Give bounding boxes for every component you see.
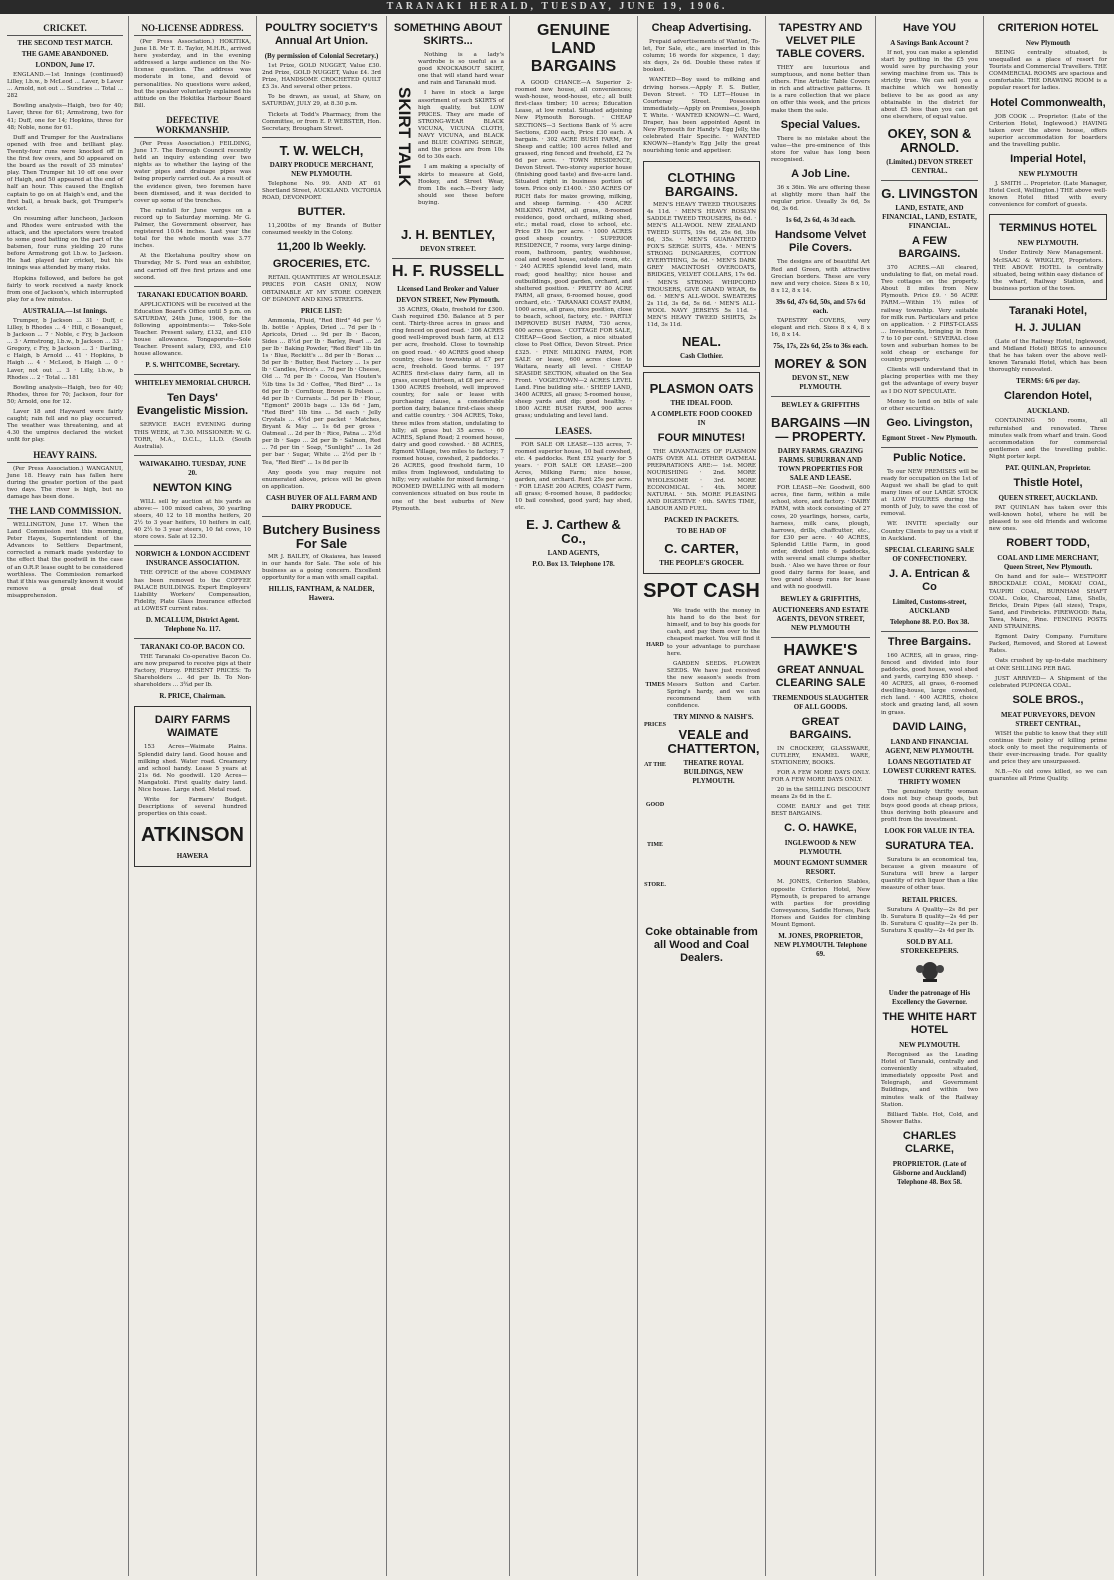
cheap-advertising-items: WANTED—Boy used to milking and driving horses.—Apply F. S. Butler, Devon Street. · TO LET—House in Courtenay Street. Possession immediately.—Apply on Premises, Joseph T. White. · WANTED KNOWN—C. Ward, Draper, has been appointed Agent in New Plymouth for Handy's Egg Jelly, the celebrated Hair Specific. · WANTED KNOWN—Handy's Egg Jelly the great nourishing tonic and appetiser. <box>643 77 760 155</box>
sidebar-word: STORE. <box>644 882 666 889</box>
clothing-heading: CLOTHING BARGAINS. <box>665 169 738 199</box>
heavy-rains-heading: HEAVY RAINS. <box>7 450 123 463</box>
hawke-bargains: GREAT BARGAINS. <box>789 715 852 741</box>
dairy-farms-heading: DAIRY FARMS WAIMATE <box>154 714 231 740</box>
bewley-heading-2: BEWLEY & GRIFFITHS, <box>780 594 861 603</box>
cricket-byline: LONDON, June 17. <box>35 61 95 69</box>
russell-listings: 35 ACRES, Okato, freehold for £300. Cash required £50. Balance at 5 per cent. Thirty-three acres in grass and ring fenced on good road. · 306 ACRES good well-improved bush farm, at £12 per acre, freehold. Close to township on good road. · 40 ACRES good sheep country, close to township at £7 per acre, freehold. Good terms. · 197 ACRES first-class dairy farm, all in grass, except thirteen, at £8 per acre. · 1300 ACRES freehold, well improved country, for sale or lease with purchasing clause, a considerable portion dairy, balance first-class sheep and cattle country. · 304 ACRES, Toko, three miles from station, undulating to hilly; all grass but 35 acres. · 60 ACRES, Spland Road; 2 roomed house, dairy and good cowshed. · 88 ACRES, Egmont Village, two miles to factory; 7 roomed house, cowshed, 2 paddocks. · 26 ACRES, good freehold farm, 10 miles from Inglewood, undulating to hilly; very suitable for mixed farming. · ROOMED DWELLING with all modern conveniences situated on bus route in one of the best suburbs of New Plymouth. <box>392 307 504 512</box>
criterion-heading: CRITERION HOTEL <box>997 22 1099 34</box>
insurance-sign: D. MCALLUM, District Agent. Telephone No. 117. <box>145 615 240 633</box>
julian-heading: H. J. JULIAN <box>1014 321 1081 334</box>
art-union-prizes: 1st Prize, GOLD NUGGET, Value £30. 2nd Prize, GOLD NUGGET, Value £4. 3rd Prize, HANDSOME CROCHETED QUILT £3 3s. And several other prizes. <box>262 63 381 91</box>
divider <box>771 637 870 638</box>
masthead: TARANAKI HERALD, TUESDAY, JUNE 19, 1906. <box>0 0 1114 14</box>
property-text: FOR LEASE—Nr. Goodwill, 600 acres, fine farm, within a mile school, store, and factory. · DAIRY FARM, with stock consisting of 27 cows, 20 yearlings, horses, carts, harness, milk cans, plough, harrows, drills, chaffcutter, etc., for £30 per acre. · 40 ACRES, Splendid Little Farm, in good order, divided into 6 paddocks, with several small clumps shelter bush. · Also we have three or four good dairy farms for lease, and two grand sheep runs for lease and with no goodwill. <box>771 485 870 591</box>
divider <box>881 447 978 448</box>
criterion-location: New Plymouth <box>1025 39 1071 47</box>
cricket-heading: CRICKET. <box>7 23 123 36</box>
hawke-heading: HAWKE'S <box>783 641 858 659</box>
okey-heading: OKEY, SON & ARNOLD. <box>887 125 972 155</box>
job-line-heading: A Job Line. <box>791 168 850 181</box>
taranaki-hotel-heading: Taranaki Hotel, <box>1008 304 1088 317</box>
column-9 <box>984 16 1112 1576</box>
laing-sub: LAND AND FINANCIAL AGENT, NEW PLYMOUTH. <box>885 737 974 755</box>
imperial-heading: Imperial Hotel, <box>1010 153 1086 166</box>
livingston-heading: G. LIVINGSTON <box>881 185 978 201</box>
spot-cash-naish: TRY MINNO & NAISH'S. <box>673 713 754 722</box>
butchery-heading: Butchery Business For Sale <box>262 521 381 551</box>
plasmon-text: A COMPLETE FOOD COOKED IN <box>650 410 753 428</box>
look-for-value: LOOK FOR VALUE IN TEA. <box>884 827 975 836</box>
divider <box>771 396 870 397</box>
thistle-text: PAT QUINLAN has taken over this well-known hotel, where he will be pleased to see old friends and welcome new ones. <box>989 505 1107 533</box>
tapestry-price: 75s, 17s, 22s 6d, 25s to 36s each. <box>773 342 868 351</box>
neal-heading: NEAL. <box>682 334 721 350</box>
bewley-sub-2: AUCTIONEERS AND ESTATE AGENTS, DEVON STREET, NEW PLYMOUTH <box>772 605 869 632</box>
sidebar-word: GOOD <box>645 802 665 809</box>
few-bargains-clients: Clients will understand that in placing properties with me they get the advantage of every buyer as I DO NOT SPECULATE. <box>881 367 978 395</box>
white-hart-sub: NEW PLYMOUTH. <box>899 1041 960 1049</box>
australia-scores: Trumper, b Jackson ... 31 · Duff, c Lilley, b Rhodes ... 4 · Hill, c Bosanquet, b Jackson ... 7 · Noble, c Fry, b Jackson ... 3 · Armstrong, l.b.w., b Jackson ... 33 · Gregory, c Fry, b Jackson ... 3 · Darling, c Haigh, b Arnold ... 41 · Hopkins, b Haigh ... 4 · McLeod, b Haigh ... 0 · Laver, not out ... 3 · Lilly, l.b.w., b Rhodes ... 2 · Total ... 181 <box>7 317 123 381</box>
plasmon-sub: THE IDEAL FOOD. <box>670 399 733 408</box>
bentley-heading: J. H. BENTLEY, <box>401 227 495 242</box>
rainfall-text: The rainfall for June verges on a record up to Saturday morning. Mr G. Palmer, the Government observer, has registered 10.04 inches. Last year the total for the whole month was 3.77 inches. <box>134 207 251 250</box>
cheap-advertising-text: Prepaid advertisements of Wanted, To-let, For Sale, etc., are inserted in this column; 16 words for sixpence, 1 day; six days, 2s 6d. Double these rates if booked. <box>643 39 760 74</box>
job-line-price: 1s 6d, 2s 6d, 4s 3d each. <box>785 216 856 225</box>
divider <box>134 286 251 287</box>
groceries-text: RETAIL QUANTITIES AT WHOLESALE PRICES FOR CASH ONLY, NOW OBTAINABLE AT MY STORE CORNER OF EGMONT AND KING STREETS. <box>262 275 381 303</box>
spot-cash-text: We trade with the money in his hand to do the best for himself, and to buy his goods for cash, and pay them over to the cheapest market. You will find it to your advantage to purchase here. <box>667 608 760 657</box>
column-5 <box>510 16 638 1576</box>
sole-nb: N.B.—No old cows killed, so we can guarantee all Prime Quality. <box>989 769 1107 783</box>
entrican-sub: Limited, Customs-street, AUCKLAND <box>892 597 967 615</box>
defective-heading: DEFECTIVE WORKMANSHIP. <box>134 115 251 138</box>
patronage-text: Under the patronage of His Excellency the Governor. <box>888 989 971 1006</box>
plasmon-four-minutes: FOUR MINUTES! <box>657 432 746 445</box>
clarendon-text: CONTAINING 50 rooms, all refurnished and renovated. Three minutes walk from wharf and train. Good accommodation for commercial gentlemen and the travelling public. Night porter kept. <box>989 418 1107 460</box>
divider <box>262 516 381 517</box>
mount-egmont-text: M. JONES, Criterion Stables, opposite Criterion Hotel, New Plymouth, is prepared to arrange with parties for providing Conveyances, Saddle Horses, Pack Horses and Guides for climbing Mount Egmont. <box>771 879 870 928</box>
mount-egmont-sign: M. JONES, PROPRIETOR, NEW PLYMOUTH. Telephone 69. <box>774 932 867 959</box>
skirt-text-1: Nothing is a lady's wardrobe is so useful as a good KNOCKABOUT SKIRT, one that will stand hard wear and rain and Taranaki mud. <box>418 52 504 87</box>
price-list-foot: Any goods you may require not enumerated above, prices will be given on application. <box>262 469 381 490</box>
bacon-text: THE Taranaki Co-operative Bacon Co. are now prepared to receive pigs at their Factory, Fitzroy. PRESENT PRICES: To Shareholders ... 4d per lb. To Non-shareholders ... 3¾d per lb. <box>134 653 251 689</box>
todd-sub: COAL AND LIME MERCHANT, Queen Street, New Plymouth. <box>997 554 1099 572</box>
dairy-farms-foot: Write for Farmers' Budget. Descriptions of several hundred properties on this coast. <box>138 797 247 818</box>
plasmon-packed: PACKED IN PACKETS. <box>664 516 739 525</box>
neal-sub: Cash Clothier. <box>680 352 723 361</box>
livingston-sub: LAND, ESTATE, AND FINANCIAL, LAND, ESTATE, FINANCIAL. <box>882 203 977 230</box>
plasmon-had: TO BE HAD OF <box>676 527 727 536</box>
imperial-text: J. SMITH ... Proprietor. (Late Manager, Hotel Cecil, Wellington.) THE above well-known Hotel fitted with every convenience for comfort of guests. <box>989 181 1107 209</box>
thrifty-text: The genuinely thrifty woman does not buy cheap goods, but buys good goods at cheap prices, thus deriving both pleasure and profit from the investment. <box>881 788 978 823</box>
cricket-text-2: Bowling analysis—Haigh, two for 40; Laver, three for 61; Armstrong, two for 41; Duff, one for 14; Hopkins, three for 48; Noble, none for 61. <box>7 103 123 131</box>
morey-heading: MOREY & SON <box>774 356 867 372</box>
divider <box>262 137 381 138</box>
cricket-text-7: Laver 18 and Hayward were fairly caught; rain fell and no play occurred. The weather was threatening, and at 4.30 the umpires declared the wicket unfit for play. <box>7 409 123 444</box>
welch-heading: T. W. WELCH, <box>279 142 364 158</box>
hawke-great-sale: GREAT ANNUAL CLEARING SALE <box>775 663 866 689</box>
cash-buyer: CASH BUYER OF ALL FARM AND DAIRY PRODUCE. <box>265 493 378 511</box>
julian-text: (Late of the Railway Hotel, Inglewood, and Midland Hotel) BEGS to announce that he has taken over the above well-known Taranaki Hotel, which has been thoroughly renovated. <box>989 338 1107 374</box>
cricket-text-6: Bowling analysis—Haigh, two for 40; Rhodes, three for 70; Jackson, four for 50; Arnold, one for 12. <box>7 384 123 405</box>
divider <box>134 455 251 456</box>
cricket-text-3: Duff and Trumper for the Australians opened with free and brilliant play. Twenty-four runs were knocked off in the first few overs, and 50 appeared on the board as the result of 35 minutes' play. Then Trumper hit 10 off one over of Haigh, and 50 appeared at the end of half an hour. This caused the English captain to go on at Haigh's end, and the first ball, a break back, got Trumper's wicket. <box>7 134 123 212</box>
hawke-2-heading: C. O. HAWKE, <box>784 822 857 835</box>
clarendon-sub: AUCKLAND. <box>1026 407 1070 416</box>
divider <box>134 374 251 375</box>
carthew-foot: P.O. Box 13. Telephone 178. <box>532 560 615 569</box>
art-union-draw: To be drawn, as usual, at Shaw, on SATURDAY, JULY 29, at 8.30 p.m. <box>262 94 381 108</box>
insurance-text: THE OFFICE of the above COMPANY has been removed to the COFFEE PALACE BUILDINGS. Expert Employers' Liability Workers' Compensation, Fidelity, Plate Glass Insurance effected at LOWEST current rates. <box>134 570 251 612</box>
public-notice-text-2: WE INVITE specially our Country Clients to pay us a visit if in Auckland. <box>881 521 978 542</box>
carter-heading: C. CARTER, <box>664 541 739 557</box>
bacon-heading: TARANAKI CO-OP. BACON CO. <box>140 642 245 651</box>
imperial-sub: NEW PLYMOUTH <box>1018 170 1078 179</box>
velvet-heading: Handsome Velvet Pile Covers. <box>774 229 867 255</box>
poultry-text: At the Eketahuna poultry show on Thursday, Mr S. Ford was an exhibitor, and carried off five first prizes and one second. <box>134 253 251 281</box>
entrican-telephone: Telephone 88. P.O. Box 38. <box>889 617 970 626</box>
hawke-list: IN CROCKERY, GLASSWARE, CUTLERY, ENAMEL WARE, STATIONERY, BOOKS. <box>771 745 870 766</box>
sidebar-word: TIME <box>646 842 663 849</box>
few-bargains-money: Money to lend on bills of sale or other securities. <box>881 398 978 412</box>
morey-sub: DEVON ST., NEW PLYMOUTH. <box>792 374 849 392</box>
cricket-text-5: Hopkins followed, and before he got fairly to work received a nasty knock from one of Jackson's, which interrupted play for a few minutes. <box>7 275 123 303</box>
commonwealth-text: JOB COOK ... Proprietor. (Late of the Criterion Hotel, Inglewood.) HAVING taken over the above house, offers superior accommodation for boarders and the travelling public. <box>989 113 1107 148</box>
hawke-2-sub: INGLEWOOD & NEW PLYMOUTH. <box>784 839 857 857</box>
education-board-text: APPLICATIONS will be received at the Education Board's Office until 5 p.m. on SATURDAY, 24th June, 1906, for the following appointments:— Toko-Sole Teacher. Present salary, £132, and £10 house allowance. Tongaporutu—Sole Teacher. Present salary, £93, and £10 house allowance. <box>134 301 251 358</box>
bargains-property-heading: BARGAINS —IN— PROPERTY. <box>771 415 870 445</box>
bewley-heading: BEWLEY & GRIFFITHS <box>781 401 860 410</box>
job-line-text: 36 x 36in. We are offering these at slightly more than half the regular price. Usually 3s 6d, 5s 6d, 3s 6d. <box>771 185 870 213</box>
butter-heading: BUTTER. <box>297 206 346 219</box>
skirt-text-2: I have in stock a large assortment of such SKIRTS of high quality, but LOW PRICES. They are made of STRONG-WEAR BLACK VICUNA, VICUNA CLOTH, NAVY VICUNA, and BLACK and BLUE COATING SERGE, and the prices are from 10s 6d to 30s each. <box>418 90 504 161</box>
welch-sub: DAIRY PRODUCE MERCHANT, NEW PLYMOUTH. <box>269 160 374 178</box>
dairy-farms-ad <box>134 706 251 867</box>
sole-text: WISH the public to know that they still continue their policy of killing prime stock only to meet the requirements of their ever-increasing trade. For quality and price they are unsurpassed. <box>989 730 1107 766</box>
address-heading: NO-LICENSE ADDRESS. <box>134 23 251 36</box>
spot-cash-heading: SPOT CASH <box>643 580 760 603</box>
sole-heading: SOLE BROS., <box>1012 693 1084 706</box>
column-8 <box>876 16 984 1576</box>
butchery-text: MR J. BAILEY, of Okaiawa, has leased in our hands for Sale. The sole of his business as a going concern. Excellent opportunity for a man with small capital. <box>262 553 381 582</box>
russell-address: DEVON STREET, New Plymouth. <box>396 296 500 304</box>
suratura-text: Suratura is an economical tea, because a given measure of Suratura will brew a larger quantity of rich liquor than a like measure of other teas. <box>881 857 978 892</box>
russell-heading: H. F. RUSSELL <box>392 263 505 280</box>
okey-sub: (Limited.) DEVON STREET CENTRAL. <box>886 157 973 175</box>
hard-times-sidebar <box>643 608 667 922</box>
genuine-listings: A GOOD CHANCE—A Superior 2-roomed new house, all conveniences; wash-house, wood-house, etc.; all built first-class timber; 10 acres; Education Lease, at low rental. Situated adjoining New Plymouth Borough. · CHEAP SECTIONS—3 Sections Bank of ½ acre Sections, £200 each, Price £30 each. A bargain. · 302 ACRE BUSH FARM, for Sheep and cattle; 100 acres felled and grassed, ring fenced and freehold, £2 7s 6d per acre. · TOWN RESIDENCE, Devon Street. Two-storey superior house (finishing good taste) and five-acre land. Situated right in business portion of town. Price only £1400. · 350 ACRES OF RICH flats for maize growing, milking, and sheep farming. · 450 ACRE MILKING FARM, all grass, 8-roomed residence, good orchard, milking shed, etc.; metal road, close to school, etc. Price £9 10s per acre. · 1000 ACRES good sheep country. · SUPERIOR RESIDENCE, 7 rooms, very large dining-room, bathroom, pantry, washhouse, coal and wood house, outside room, etc. · 240 ACRES splendid level land, main road; good healthy; nice house and outbuildings, good garden, orchard, and sheltered position. · PRETTY 80 ACRE FARM, all grass, 6-roomed house, good orchard, etc. · TARANAKI COAST FARM, 1000 acres, all grass, nice position, close to beach, school, factory, etc. · PARTLY IMPROVED BUSH FARM, 730 acres, 600 acres grass. · COTTAGE FOR SALE, CHEAP—Good Section, a nice situated close to Post Office, Devon Street. Price £325. · FINE MILKING FARM, FOR SALE or lease, 600 acres close to Waitara, nearly all level. · CHEAP SEASIDE SECTION, situated on the Sea Front. · VOGELTOWN—2 ACRES LEVEL Land. Fine building site. · SHEEP LAND, 3400 ACRES, all grass; 5-roomed house, sheep yards and dip; good healthy. · 1800 ACRE BUSH FARM, 900 acres grass; undulating and level land. <box>515 80 632 420</box>
public-notice-heading: Public Notice. <box>893 451 966 464</box>
newton-king-title: NEWTON KING <box>152 481 233 494</box>
divider <box>392 258 504 259</box>
bentley-sub: DEVON STREET. <box>420 245 476 253</box>
three-bargains-heading: Three Bargains. <box>887 635 972 648</box>
terminus-heading: TERMINUS HOTEL <box>999 222 1097 235</box>
divider <box>881 180 978 181</box>
terminus-text: Under Entirely New Management. McISAAC & WRIGLEY, Proprietors. THE ABOVE HOTEL is centrally situated, being within easy distance of the wharf, Railway Station, and business portion of the town. <box>993 250 1103 292</box>
cricket-subheading: THE SECOND TEST MATCH. <box>17 39 113 47</box>
terminus-sub: NEW PLYMOUTH. <box>1017 239 1079 248</box>
sidebar-word: TIMES <box>645 682 665 689</box>
divider <box>881 631 978 632</box>
mount-egmont-heading: MOUNT EGMONT SUMMER RESORT. <box>773 859 868 877</box>
tapestry-text: THEY are luxurious and sumptuous, and none better than others. Fine Artistic Table Covers in rich and attractive patterns. It is a rare collection that we place on offer this week, and the prices make them the sale. <box>771 65 870 114</box>
todd-oats: Oats crushed by up-to-date machinery at ONE SHILLING PER BAG. <box>989 658 1107 672</box>
carthew-sub: LAND AGENTS, <box>547 549 600 558</box>
entrican-heading: J. A. Entrican & Co <box>889 567 970 593</box>
art-union-tickets: Tickets at Todd's Pharmacy, from the Committee, or from E. P. WEBSTER, Hon. Secretary, Brougham Street. <box>262 111 381 132</box>
hawke-discount: 20 in the SHILLING DISCOUNT means 2s 6d in the £. <box>771 787 870 801</box>
skirt-text-3: I am making a specialty of skirts to measure at Gold, Hookey, and Street Wear, from 18s each.—Every lady should see these before buying. <box>418 164 504 206</box>
land-commission-text: WELLINGTON, June 17. When the Land Commission met this morning, Peter Hayes, Superintendent of the Advances to Settlers Department, corrected a remark made yesterday to the effect that the goodwill in the case of an O.R.P. lease ought to be considered worthless. The Commission remarked that if this was generally known it would remove a great deal of misapprehension. <box>7 521 123 599</box>
suratura-heading: SURATURA TEA. <box>885 840 974 853</box>
sidebar-word: HARD <box>646 642 664 649</box>
clarendon-sign: PAT. QUINLAN, Proprietor. <box>1005 464 1091 472</box>
plasmon-ad <box>643 372 760 574</box>
tapestry-heading: TAPESTRY AND VELVET PILE TABLE COVERS. <box>776 22 865 60</box>
clothing-ad <box>643 161 760 368</box>
coke-heading: Coke obtainable from all Wood and Coal Dealers. <box>645 926 758 965</box>
thistle-sub: QUEEN STREET, AUCKLAND. <box>998 494 1098 502</box>
price-list-heading: PRICE LIST: <box>300 306 343 315</box>
commonwealth-heading: Hotel Commonwealth, <box>990 96 1106 109</box>
public-notice-text: To our NEW PREMISES will be ready for occupation on the 1st of August we shall be glad to quit many lines of our LARGE STOCK at LOW FIGURES during the month of July, to save the cost of removal. <box>881 468 978 518</box>
welch-telephone: Telephone No. 99. AND AT 61 Shortland Street, AUCKLAND. VICTORIA ROAD, DEVONPORT. <box>262 180 381 202</box>
address-text: (Per Press Association.) HOKITIKA, June 18. Mr T. E. Taylor, M.H.R., arrived here yesterday, and in the evening addressed a large audience on the No-license question. The address was moderate in tone, and devoid of personalities. No questions were asked, but the speaker voluntarily explained his attitude on the Hokitika Harbour Board Bill. <box>134 39 251 109</box>
velvet-text: The designs are of beautiful Art Red and Green, with attractive Grecian borders. These are very new and very choice. Sizes 8 x 10, 8 x 12, 8 x 14. <box>771 259 870 294</box>
clarendon-heading: Clarendon Hotel, <box>1003 390 1092 403</box>
white-hart-heading: THE WHITE HART HOTEL <box>882 1011 977 1036</box>
todd-text: On hand and for sale— WESTPORT BROCKDALE COAL, MOKAU COAL, TAUPIRI COAL, BURNHAM SHAFT COAL. Coke, Charcoal, Lime, Shells, Bricks, Drain Pipes (all sizes), Traps, Sand, and Firebricks. FIREWOOD: Rata, Tawa, Maire, Pine. FENCING POSTS AND STRAINERS. <box>989 574 1107 631</box>
sidebar-word: AT THE <box>644 762 666 769</box>
butter-text: 11,200lbs of my Brands of Butter consumed weekly in the Colony. <box>262 223 381 237</box>
hawke-text: TREMENDOUS SLAUGHTER OF ALL GOODS. <box>772 693 869 711</box>
butchery-sign: HILLIS, FANTHAM, & NALDER, Hawera. <box>268 585 375 603</box>
art-union-heading: POULTRY SOCIETY'S Annual Art Union. <box>265 22 378 47</box>
three-bargains-text: 160 ACRES, all in grass, ring-fenced and divided into four paddocks, good house, wool shed and yards, carrying 850 sheep. · 40 ACRES, all grass, 6-roomed dwelling-house, large cowshed, rich land. · 400 ACRES, choice stock and grazing land, all sown in grass. <box>881 652 978 716</box>
art-union-sub: (By permission of Colonial Secretary.) <box>264 52 379 60</box>
genuine-heading: GENUINE LAND BARGAINS <box>530 22 617 75</box>
velvet-price: 39s 6d, 47s 6d, 50s, and 57s 6d each. <box>775 297 866 315</box>
carthew-heading: E. J. Carthew & Co., <box>526 517 621 547</box>
price-list: Ammonia, Fluid, "Red Bird" 4d per ½ lb. bottle · Apples, Dried ... 7d per lb · Apricots, Dried ... 9d per lb · Bacon, Sides ... 8½d per lb · Barley, Pearl ... 2d per lb · Baking Powder, "Red Bird" 1lb tin 1s · Blue, Reckitt's ... 8d per lb · Borax ... 5d per lb · Butter, Best Factory ... 1s per lb · Candles, Price's ... 7d per lb · Cheese, Old ... 7d per lb · Cocoa, Van Houten's ½lb tins 1s 3d · Coffee, "Red Bird" ... 1s 6d per lb · Cornflour, Brown & Polson ... 4d per lb · Currants ... 5d per lb · Flour, "Egmont" 2001b bags ... 13s 6d · Jam, "Red Bird" 1lb tins ... 5d each · Jelly Crystals ... 4½d per packet · Matches, Bryant & May ... 1s 6d per gross · Oatmeal ... 2d per lb · Rice, Patna ... 2½d per lb · Sago ... 2d per lb · Salmon, Red ... 7d per tin · Soap, "Sunlight" ... 1s 2d per bar · Sugar, White ... 2½d per lb · Tea, "Red Bird" ... 1s 8d per lb <box>262 317 381 466</box>
insurance-heading: NORWICH & LONDON ACCIDENT INSURANCE ASSOCIATION. <box>135 550 250 568</box>
sidebar-word: PRICES <box>643 722 666 729</box>
carter-sub: THE PEOPLE'S GROCER. <box>659 559 744 568</box>
coat-of-arms-icon <box>881 959 978 986</box>
special-values-heading: Special Values. <box>780 118 861 131</box>
geo-livingston-heading: Geo. Livingston, <box>886 416 973 429</box>
clothing-list: MEN'S HEAVY TWEED TROUSERS 4s 11d. · MEN'S HEAVY ROSLYN SADDLE TWEED TROUSERS, 8s 6d. · MEN'S ALL-WOOL NEW ZEALAND TWEED SUITS, 19s 6d, 25s 6d, 30s 6d, 35s. · MEN'S GUARANTEED FOX'S SERGE SUITS, 45s. · MEN'S STRONG DUNGAREES, COTTON EVERYTHING, 3s 6d. · MEN'S DARK GREY MACINTOSH OVERCOATS, BRIDGES, VELVET COLLARS, 17s 6d. · MEN'S STRONG WHIPCORD TROUSERS, GIVE GRAND WEAR, 6s 6d. · MEN'S ALL-WOOL SWEATERS 2s 11d, 3s 6d, 5s 6d. · MEN'S ALL-WOOL NAVY JERSEYS 5s 11d. · MEN'S HEAVY TWEED SHIRTS, 2s 11d, 3s 11d. <box>647 201 756 329</box>
suratura-prices-heading: RETAIL PRICES. <box>901 895 958 904</box>
suratura-prices: Suratura A Quality—2s 8d per lb. Suratura B quality—2s 4d per lb. Suratura C quality—2s per lb. Suratura X quality—2s 4d per lb. <box>881 906 978 934</box>
laing-loans: LOANS NEGOTIATED AT LOWEST CURRENT RATES. <box>883 757 976 775</box>
public-notice-special: SPECIAL CLEARING SALE OF CONFECTIONERY. <box>884 545 975 563</box>
skirts-heading: SOMETHING ABOUT SKIRTS... <box>393 22 503 47</box>
groceries-heading: GROCERIES, ETC. <box>272 258 371 271</box>
leases-heading: LEASES. <box>515 426 632 439</box>
have-you-sub: A Savings Bank Account ? <box>890 39 969 47</box>
special-values-text: There is no mistake about the value—the pre-eminence of this store for value has long been recognised. <box>771 135 870 163</box>
white-hart-lines: Billiard Table. Hot, Cold, and Shower Baths. <box>881 1111 978 1125</box>
sole-sub: MEAT PURVEYORS, DEVON STREET CENTRAL, <box>1000 710 1096 728</box>
spot-cash-seeds: GARDEN SEEDS. FLOWER SEEDS. We have just received the new season's seeds from Messrs Sutton and Carter. Spring's hardy, and we can recommend them with confidence. <box>667 660 760 710</box>
dairy-farms-text: 153 Acres—Waimate Plains. Splendid dairy land. Good house and milking shed. Water road. Creamery and school handy. Lease 5 years at 21s 6d. No goodwill. 120 Acres—Mangatoki. First quality dairy land. Nice house. Large shed. Metal road. <box>138 744 247 793</box>
leases-text: FOR SALE OR LEASE—135 acres, 7-roomed superior house, 10 bail cowshed, etc. 4 paddocks. Rent £52 yearly for 5 years. · FOR SALE OR LEASE—200 Acres, Milking Farm; nice house, garden, and orchard. Rent 25s per acre. · FOR LEASE 200 ACRES, COAST Farm, all grass; 6-roomed house, 8 paddocks; 10 bail cowshed, good yard; hay shed, etc. <box>515 441 632 512</box>
clarke-sub: PROPRIETOR. (Late of Gisborne and Auckland) Telephone 48. Box 58. <box>892 1159 967 1186</box>
thistle-heading: Thistle Hotel, <box>1013 477 1083 489</box>
few-bargains-text: 370 ACRES.—All cleared, undulating to flat, on metal road. Two cottages on the property. About 8 miles from New Plymouth. Price £9. · 56 ACRE FARM.—Within 1½ miles of railway township. Very suitable for milk run. Particulars and price on application. · 2 FIRST-CLASS ... Investments, bringing in from 7 to 10 per cent. · SEVERAL close town and suburban homes to be sold cheap or exchange for country property. <box>881 264 978 364</box>
church-title: Ten Days' Evangelistic Mission. <box>136 392 249 418</box>
column-7 <box>766 16 876 1576</box>
plasmon-heading: PLASMON OATS <box>649 381 754 397</box>
geo-livingston-sub: Egmont Street - New Plymouth. <box>882 433 977 442</box>
tapestry-covers: TAPESTRY COVERS, very elegant and rich. Sizes 8 x 4, 8 x 16, 8 x 14. <box>771 317 870 339</box>
criterion-text: BEING centrally situated, is unequalled as a place of resort for Tourists and Commercial Travellers. THE COMMERCIAL ROOMS are spacious and comfortable. THE DRAWING ROOM is a popular resort for ladies. <box>989 50 1107 92</box>
cricket-text-1: ENGLAND.—1st Innings (continued) Lilley, l.b.w., b McLeod ... Laver, b Laver ... Arnold, not out ... Sundries ... Total ... 282 <box>7 72 123 100</box>
white-hart-text: Recognised as the Leading Hotel of Taranaki, centrally and conveniently situated, immediately opposite Post and Telegraph, and Government Buildings, and within two minutes walk of the Railway Station. <box>881 1052 978 1108</box>
clarke-heading: CHARLES CLARKE, <box>902 1129 957 1155</box>
thrifty-heading: THRIFTY WOMEN <box>898 777 961 786</box>
land-commission-heading: THE LAND COMMISSION. <box>7 506 123 519</box>
column-2 <box>129 16 257 1576</box>
hawke-come: COME EARLY and get THE BEST BARGAINS. <box>771 804 870 818</box>
column-1 <box>2 16 129 1576</box>
divider <box>134 545 251 546</box>
education-board-sign: P. S. WHITCOMBE, Secretary. <box>145 361 240 370</box>
laing-heading: DAVID LAING, <box>892 720 967 733</box>
australia-innings-heading: AUSTRALIA.—1st Innings. <box>22 306 108 315</box>
defective-text: (Per Press Association.) FEILDING, June 17. The Borough Council recently held an inquiry extending over two nights as to whether the laying of the water pipes and drainage pipes was being properly carried out. As a result of the evidence given, two foremen have been dismissed, and it was decided to cover up some of the trenches. <box>134 140 251 204</box>
heavy-rains-text: (Per Press Association.) WANGANUI, June 18. Heavy rain has fallen here during the greater portion of the past two days. The river is high, but no damage has been done. <box>7 465 123 500</box>
todd-heading: ROBERT TODD, <box>1006 537 1090 550</box>
hawke-days: FOR A FEW MORE DAYS ONLY. FOR A FEW MORE DAYS ONLY. <box>771 769 870 783</box>
cricket-text-4: On resuming after luncheon, Jackson and Rhodes were entrusted with the attack, and the spectators were treated to some good batting on the part of the batsmen, four runs yielding 20 runs before Armstrong got l.b.w. to Jackson. He had played fair cricket, but his innings was attended by many risks. <box>7 215 123 272</box>
cheap-advertising-heading: Cheap Advertising. <box>651 22 752 34</box>
waiwakaiho-heading: WAIWAKAIHO. TUESDAY, JUNE 20. <box>139 459 246 477</box>
veale-heading: VEALE and CHATTERTON, <box>667 727 760 757</box>
column-3 <box>257 16 387 1576</box>
todd-note: Egmont Dairy Company. Furniture Packed, Removed, and Stored at Lowest Rates. <box>989 634 1107 655</box>
weekly-heading: 11,200 lb Weekly. <box>277 241 366 254</box>
skirt-talk-vertical: SKIRT TALK <box>395 87 414 187</box>
have-you-heading: Have YOU <box>903 22 956 34</box>
plasmon-advantages: THE ADVANTAGES OF PLASMON OATS OVER ALL OTHER OATMEAL PREPARATIONS ARE:— 1st. MORE NOURISHING · 2nd. MORE WHOLESOME · 3rd. MORE ECONOMICAL · 4th. MORE NATURAL · 5th. MORE PLEASING AND DIGESTIVE · 6th. SAVES TIME, LABOUR AND FUEL. <box>647 449 756 512</box>
divider <box>134 638 251 639</box>
veale-sub: THEATRE ROYAL BUILDINGS, NEW PLYMOUTH. <box>683 759 744 786</box>
have-you-text: If not, you can make a splendid start by putting in the £5 you would save by purchasing your sewing machine from us. This is strictly true. We can sell you a machine which we honestly believe to be as good as any obtainable in the district for about £5 less than you can get one elsewhere, of equal value. <box>881 50 978 120</box>
education-board-heading: TARANAKI EDUCATION BOARD. <box>137 290 248 299</box>
suratura-sold: SOLD BY ALL STOREKEEPERS. <box>900 937 959 955</box>
todd-just-arrived: JUST ARRIVED— A Shipment of the celebrated PUPONGA COAL. <box>989 675 1107 689</box>
church-text: SERVICE EACH EVENING during THIS WEEK, at 7.30. MISSIONER: W. G. TORR, M.A., D.C.L., LL.D. (South Australia). <box>134 422 251 450</box>
terminus-ad <box>989 214 1107 300</box>
newton-king-text: WILL sell by auction at his yards as above:— 100 mixed calves, 30 yearling steers, 40 12 to 18 months heifers, 20 2½ to 3 year heifers, 10 heifers in calf, 40 2½ to 3 year steers, 10 fat cows, 10 store cows. Sale at 12.30. <box>134 498 251 541</box>
cricket-subheading-2: THE GAME ABANDONED. <box>21 50 109 58</box>
bacon-sign: R. PRICE, Chairman. <box>159 692 226 701</box>
atkinson-sub: HAWERA <box>176 852 209 861</box>
few-bargains-heading: A FEW BARGAINS. <box>898 234 961 260</box>
julian-terms: TERMS: 6/6 per day. <box>1016 377 1080 386</box>
column-6 <box>638 16 766 1576</box>
property-sub: DAIRY FARMS. GRAZING FARMS. SUBURBAN AND TOWN PROPERTIES FOR SALE AND LEASE. <box>777 447 864 483</box>
column-4 <box>387 16 510 1576</box>
atkinson-heading: ATKINSON <box>141 824 244 847</box>
church-heading: WHITELEY MEMORIAL CHURCH. <box>134 379 251 388</box>
russell-sub: Licensed Land Broker and Valuer <box>397 285 499 293</box>
